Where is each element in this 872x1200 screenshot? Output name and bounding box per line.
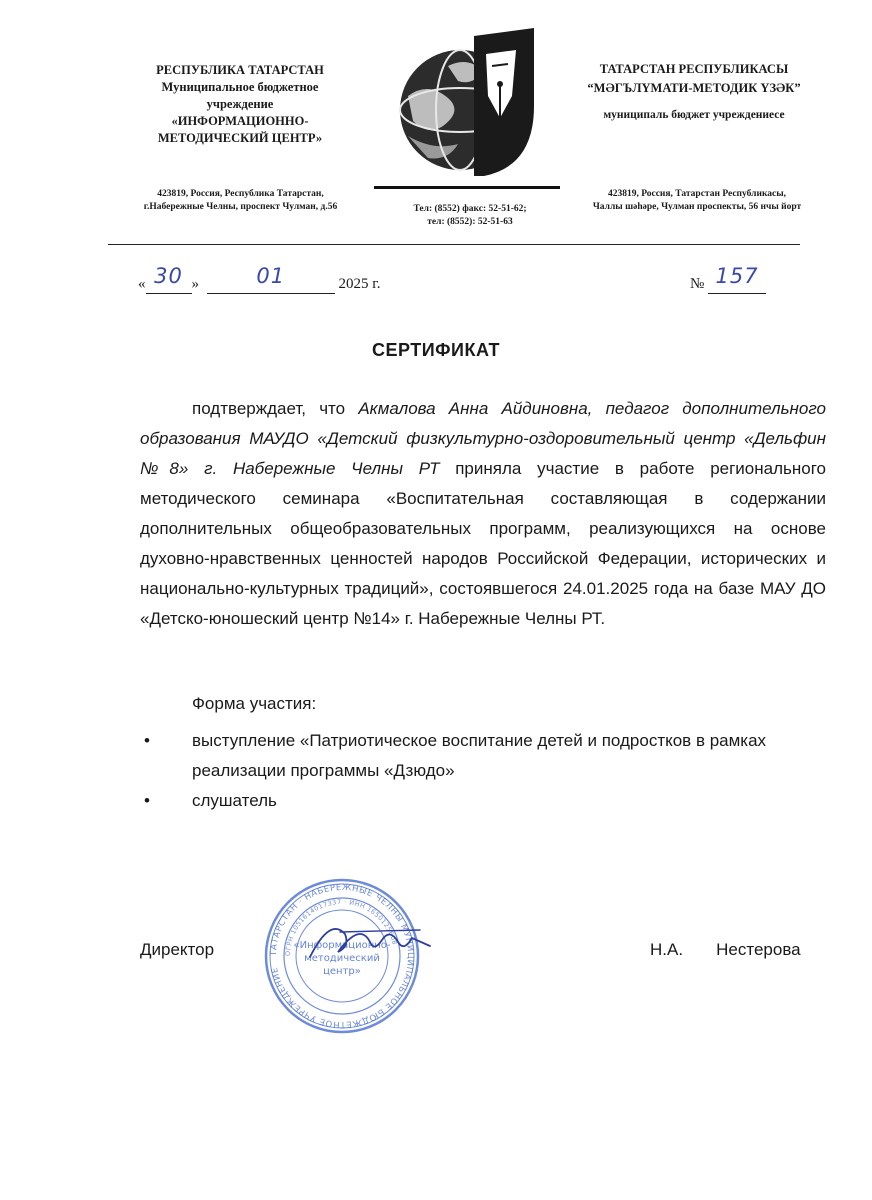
stamp-outer-text: ТАТАРСТАН · НАБЕРЕЖНЫЕ ЧЕЛНЫ МУНИЦИПАЛЬНОЕ БЮДЖЕТНОЕ УЧРЕЖДЕНИЕ [268,882,416,1030]
stamp-center-3: центр» [323,966,361,977]
header-left-block [130,62,350,147]
header-right-addr2: Чаллы шәһәре, Чулман проспекты, 56 нчы йорт [592,202,802,212]
header-right-line2: “МӘГЪЛҮМАТИ-МЕТОДИК ҮЗӘК” [587,81,801,95]
header-tel2: тел: (8552): 52-51-63 [427,217,513,227]
signature-role: Директор [140,940,215,959]
header-tel1: Тел: (8552) факс: 52-51-62; [413,204,527,214]
page-title: СЕРТИФИКАТ [371,340,501,360]
date-close-quote: » [191,276,199,292]
number-line [690,264,766,294]
header-right-addr1: 423819, Россия, Татарстан Республикасы, [607,189,787,199]
date-month-field [207,264,335,294]
date-day-field [146,264,192,294]
header-left-line2: Муниципальное бюджетное [161,80,319,94]
header-left-line5: МЕТОДИЧЕСКИЙ ЦЕНТР» [157,131,323,145]
number-handwritten: 157 [715,264,759,288]
header-left-addr1: 423819, Россия, Республика Татарстан, [157,189,324,199]
header-divider [108,244,800,245]
date-line [138,264,381,294]
header-left-line3: учреждение [206,97,274,111]
participation-list [140,726,826,816]
logo-underline [374,186,560,189]
date-day-handwritten: 30 [154,264,183,288]
body-recipient: Акмалова Анна Айдиновна, педагог дополнительного образования МАУДО «Детский физкультурно-оздоровительный центр «Дельфин №8» г. Набережные Челны РТ [140,399,827,478]
date-year: 2025 г. [338,276,381,292]
bullet-icon: • [144,791,150,810]
header-left-address [128,188,353,214]
list-item [140,786,826,816]
body-end: приняла участие в работе регионального методического семинара «Воспитательная составляющая в содержании дополнительных общеобразовательных программ, реализующихся на основе духовно-нравственных ценностей народов Российской Федерации, исторических и национально-культурных традиций», состоявшегося 24.01.2025 года на базе МАУ ДО «Детско-юношеский центр №14» г. Набережные Челны РТ. [140,459,827,628]
list-item-text: выступление «Патриотическое воспитание детей и подростков в рамках реализации программы «Дзюдо» [192,731,767,780]
bullet-icon: • [144,731,150,750]
body-start: подтверждает, что [192,399,359,418]
header-left-line4: «ИНФОРМАЦИОННО- [171,114,309,128]
number-field [708,264,766,294]
globe-pen-logo-icon [388,26,548,184]
stamp-center-1: «Информационно- [293,940,391,951]
header-right-line3: муниципаль бюджет учреждениесе [603,109,785,121]
list-item [140,726,826,786]
header-right-block [558,60,830,125]
list-item-text: слушатель [192,791,277,810]
signature-name: Н.А. Нестерова [650,940,801,959]
stamp-center-2: методический [304,953,380,964]
header-phone [390,203,550,229]
header-right-line1: ТАТАРСТАН РЕСПУБЛИКАСЫ [599,62,789,76]
date-open-quote: « [138,276,146,292]
signature-icon [300,912,440,972]
participation-form-label: Форма участия: [192,694,317,713]
number-label: № [690,276,705,292]
header-right-address [568,188,826,214]
header-left-addr2: г.Набережные Челны, проспект Чулман, д.56 [143,202,338,212]
header-left-line1: РЕСПУБЛИКА ТАТАРСТАН [156,63,324,77]
certificate-body [140,394,826,634]
date-month-handwritten: 01 [256,264,286,288]
stamp-inner-text: ОГРН 1051614017337 · ИНН 1650125608 [283,897,399,957]
